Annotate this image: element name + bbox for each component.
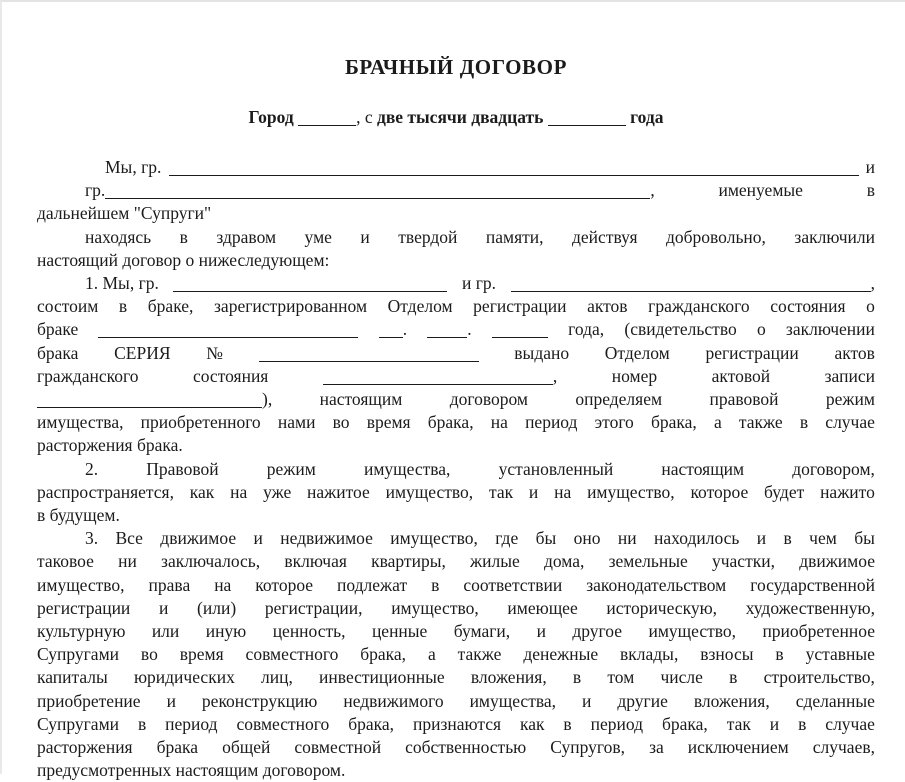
text-run: 3.	[85, 528, 99, 549]
text-run: числе	[660, 667, 703, 688]
text-run: так	[726, 713, 751, 734]
blank-underline	[105, 196, 650, 199]
fill-in-blank	[37, 388, 272, 411]
text-run: ,	[870, 273, 875, 294]
text-run: законодательством	[586, 574, 727, 595]
text-run: нажито	[820, 481, 875, 502]
text-run: вклады,	[620, 644, 679, 665]
text-run: на	[214, 574, 232, 595]
text-run: в	[431, 574, 440, 595]
text-run: ценные	[371, 621, 428, 642]
text-run: .	[467, 319, 472, 340]
text-run: записи	[824, 365, 875, 386]
text-run: Супругами	[37, 713, 120, 734]
text-run: заключении	[785, 319, 875, 340]
text-run: юридических	[133, 667, 235, 688]
blank-underline	[169, 173, 859, 176]
text-run: расторжения брака.	[37, 435, 183, 456]
text-run: Отделом	[387, 296, 453, 317]
text-run: актов	[587, 296, 628, 317]
text-run: имущества,	[37, 412, 124, 433]
text-run: или	[151, 621, 180, 642]
doc-line	[37, 226, 875, 249]
text-run: и	[536, 621, 546, 642]
blank-underline	[173, 289, 447, 292]
text-run: случаев,	[812, 737, 875, 758]
text-run: зарегистрированном	[214, 296, 368, 317]
text-run: совместного	[245, 644, 339, 665]
text-run: Правовой	[146, 458, 219, 479]
text-run: нажитое	[307, 481, 370, 502]
text-run: имущество,	[390, 528, 478, 549]
text-run: СЕРИЯ	[114, 342, 171, 363]
blank-underline	[37, 405, 262, 408]
text-run: другое	[572, 621, 623, 642]
doc-line	[37, 690, 875, 713]
text-run: недвижимое	[280, 528, 373, 549]
text-run: и	[253, 528, 263, 549]
text-run: расторжения	[37, 737, 133, 758]
blank-underline	[427, 335, 467, 338]
text-run: установленный	[498, 458, 614, 479]
doc-line	[37, 411, 875, 434]
text-run: в будущем.	[37, 505, 120, 526]
text-run: Отделом	[604, 342, 670, 363]
text-run: в	[137, 713, 147, 734]
doc-line	[37, 759, 875, 782]
text-run: случае	[825, 412, 875, 433]
text-run: период	[165, 713, 218, 734]
text-run: исключением	[687, 737, 789, 758]
text-run: инвестиционные	[319, 667, 445, 688]
text-run: в	[799, 412, 809, 433]
text-run: подлежат	[337, 574, 408, 595]
fill-in-blank	[98, 318, 358, 341]
doc-line	[37, 550, 875, 573]
doc-line	[37, 365, 875, 388]
text-run: вложения,	[693, 690, 770, 711]
fill-in-blank	[427, 318, 471, 341]
doc-line	[37, 481, 875, 504]
text-run: Супругов,	[550, 737, 626, 758]
text-run: жилые	[470, 551, 520, 572]
text-run: №	[206, 342, 223, 363]
text-run: как	[519, 713, 545, 734]
text-run: дальнейшем "Супруги"	[37, 203, 212, 224]
text-run: режим	[266, 458, 316, 479]
text-run: бумаги,	[453, 621, 511, 642]
text-run: соответствии	[463, 574, 563, 595]
doc-line	[37, 156, 875, 179]
text-run: совместной	[294, 737, 382, 758]
fill-in-blank	[511, 272, 875, 295]
text-run: период	[590, 713, 644, 734]
text-run: определяем	[575, 389, 663, 410]
text-run: в	[729, 667, 738, 688]
blank-underline	[259, 359, 479, 362]
text-run: в	[775, 644, 784, 665]
text-run: 1. Мы, гр.	[85, 273, 159, 294]
text-run: брака,	[348, 713, 395, 734]
text-run: приобретение	[37, 690, 141, 711]
text-run: также	[738, 412, 783, 433]
doc-line	[37, 318, 875, 341]
fill-in-blank	[548, 106, 626, 129]
text-run: ни	[617, 528, 637, 549]
text-run: ),	[262, 389, 273, 410]
text-run: договором,	[792, 458, 875, 479]
text-run: уме	[304, 226, 332, 247]
text-run: в	[798, 713, 807, 734]
text-run: взносы	[700, 644, 754, 665]
text-run: выдано	[514, 342, 570, 363]
text-run: действуя	[572, 226, 638, 247]
text-run: состоим	[37, 296, 99, 317]
text-run: художественную,	[745, 597, 875, 618]
text-run: включая	[284, 551, 347, 572]
text-run: имущество,	[391, 597, 479, 618]
text-run: за	[649, 737, 664, 758]
text-run: имущество,	[37, 574, 125, 595]
text-run: твердой	[398, 226, 458, 247]
text-run: иную	[205, 621, 247, 642]
doc-line	[37, 736, 875, 759]
text-run: регистрации	[473, 296, 567, 317]
text-run: правовой	[709, 389, 779, 410]
text-run: недвижимого	[343, 690, 444, 711]
text-run: лиц,	[261, 667, 293, 688]
text-run: время	[366, 412, 411, 433]
doc-line	[37, 713, 875, 736]
document-body	[37, 156, 875, 782]
text-run: гражданского	[648, 296, 750, 317]
fill-in-blank	[323, 365, 557, 388]
text-run: также	[457, 644, 502, 665]
text-run: в	[866, 180, 875, 201]
text-run: во	[140, 644, 158, 665]
text-run: и	[360, 226, 370, 247]
text-run: имущества,	[363, 458, 451, 479]
text-run: Мы, гр.	[105, 157, 162, 177]
text-run: ,	[650, 180, 655, 201]
text-run: денежные	[523, 644, 599, 665]
text-run: брака,	[661, 713, 708, 734]
text-run: брака	[156, 737, 199, 758]
text-run: режим	[825, 389, 875, 410]
text-run: и	[166, 690, 176, 711]
text-run: состояния	[770, 296, 846, 317]
text-run: права	[148, 574, 191, 595]
blank-underline	[492, 335, 548, 338]
doc-line	[37, 597, 875, 620]
text-run: сделанные	[795, 690, 875, 711]
text-run: в	[572, 667, 582, 688]
text-run: (или)	[197, 597, 237, 618]
doc-line	[37, 295, 875, 318]
text-run: строительство,	[763, 667, 875, 688]
blank-underline	[548, 123, 626, 126]
text-run: собственностью	[405, 737, 527, 758]
text-run: , с	[356, 107, 377, 127]
text-run: участки,	[711, 551, 775, 572]
text-run: (свидетельство	[624, 319, 737, 340]
text-run: распространяется,	[37, 481, 174, 502]
text-run: состояния	[192, 365, 269, 386]
text-run: регистрации	[37, 597, 131, 618]
text-run: браке,	[147, 296, 194, 317]
blank-underline	[298, 123, 356, 126]
text-run: квартиры,	[371, 551, 446, 572]
text-run: ценность,	[272, 621, 346, 642]
text-run: случае	[825, 713, 875, 734]
text-run: 2.	[85, 458, 99, 479]
fill-in-blank	[85, 179, 655, 202]
text-run: номер	[611, 365, 658, 386]
text-run: и	[158, 597, 169, 618]
text-run: во	[332, 412, 350, 433]
doc-line	[37, 249, 875, 272]
doc-line	[37, 527, 875, 550]
text-run: где	[495, 528, 519, 549]
text-run: движимое	[799, 551, 875, 572]
text-run: и	[769, 713, 780, 734]
text-run: Супругами	[37, 644, 120, 665]
text-run: две тысячи двадцать	[376, 107, 548, 127]
text-run: Все	[115, 528, 143, 549]
text-run: года	[630, 107, 664, 127]
fill-in-blank	[298, 106, 356, 129]
text-run: актовой	[711, 365, 771, 386]
text-run: так	[488, 481, 514, 502]
text-run: нами	[277, 412, 316, 433]
text-run: таковое	[37, 551, 94, 572]
text-run: на	[490, 412, 508, 433]
text-run: время	[179, 644, 224, 665]
blank-underline	[98, 335, 358, 338]
text-run: и гр.	[462, 273, 497, 294]
text-run: здравом	[216, 226, 277, 247]
document-subtitle	[37, 106, 875, 129]
text-run: имущества,	[469, 690, 557, 711]
text-run: и	[756, 528, 767, 549]
doc-line	[37, 202, 875, 225]
text-run: браке	[37, 319, 79, 340]
text-run: уставные	[805, 644, 875, 665]
text-run: ,	[552, 365, 558, 386]
text-run: а	[427, 644, 436, 665]
fill-in-blank	[169, 156, 859, 179]
text-run: брака	[37, 342, 79, 363]
text-run: настоящим	[319, 389, 403, 410]
blank-underline	[323, 382, 553, 385]
doc-line	[37, 458, 875, 481]
text-run: брака,	[360, 644, 407, 665]
text-run: государственной	[750, 574, 875, 595]
text-run: регистрации	[705, 342, 799, 363]
text-run: и	[582, 690, 592, 711]
text-run: регистрации,	[264, 597, 363, 618]
text-run: другие	[617, 690, 668, 711]
text-run: настоящим	[661, 458, 745, 479]
text-run: общей	[222, 737, 271, 758]
text-run: .	[402, 319, 408, 340]
document-title: БРАЧНЫЙ ДОГОВОР	[344, 55, 568, 79]
text-run: в	[179, 226, 188, 247]
text-run: в	[118, 296, 128, 317]
text-run: оно	[573, 528, 601, 549]
text-run: том	[607, 667, 635, 688]
text-run: этого	[594, 412, 634, 433]
text-run: имущество,	[385, 481, 474, 502]
text-run: чем	[809, 528, 837, 549]
text-run: которое	[690, 481, 749, 502]
text-run: и	[865, 157, 875, 177]
text-run: историческую,	[606, 597, 718, 618]
doc-line	[37, 272, 875, 295]
text-run: брака,	[427, 412, 474, 433]
fill-in-blank	[259, 342, 479, 365]
text-run: приобретенного	[140, 412, 261, 433]
text-run: и	[528, 481, 539, 502]
text-run: находилось	[654, 528, 740, 549]
text-run: на	[230, 481, 248, 502]
text-run: именуемые	[718, 180, 803, 201]
text-run: находясь	[85, 226, 152, 247]
text-run: дома,	[543, 551, 585, 572]
text-run: о	[866, 296, 875, 317]
text-run: капиталы	[37, 667, 108, 688]
text-run: брака,	[650, 412, 697, 433]
doc-line	[37, 504, 875, 527]
text-run: земельные	[608, 551, 688, 572]
doc-line	[37, 620, 875, 643]
text-run: предусмотренных настоящим договором.	[37, 760, 346, 781]
doc-line	[37, 342, 875, 365]
doc-line	[37, 179, 875, 202]
text-run: признаются	[412, 713, 502, 734]
text-run: актов	[834, 342, 875, 363]
text-run: на	[554, 481, 572, 502]
doc-line	[37, 643, 875, 666]
text-run: памяти,	[485, 226, 544, 247]
text-run: уже	[263, 481, 292, 502]
text-run: договором	[449, 389, 528, 410]
text-run: ни	[118, 551, 137, 572]
text-run: гр.	[85, 180, 106, 201]
text-run: имеющее	[507, 597, 578, 618]
text-run: настоящий договор о нижеследующем:	[37, 249, 330, 270]
text-run: добровольно,	[665, 226, 766, 247]
text-run: имущество,	[587, 481, 675, 502]
text-run: бы	[854, 528, 875, 549]
doc-line	[37, 434, 875, 457]
text-run: культурную	[37, 621, 126, 642]
text-run: как	[189, 481, 215, 502]
text-run: которое	[255, 574, 314, 595]
blank-underline	[379, 335, 403, 338]
fill-in-blank	[492, 318, 548, 341]
text-run: гражданского	[37, 365, 139, 386]
text-run: о	[756, 319, 766, 340]
text-run: заключалось,	[161, 551, 261, 572]
doc-line	[37, 388, 875, 411]
text-run: в	[783, 528, 792, 549]
text-run: совместного	[236, 713, 330, 734]
text-run: приобретенное	[762, 621, 875, 642]
text-run: а	[713, 412, 722, 433]
text-run: года,	[568, 319, 605, 340]
text-run: вложения,	[470, 667, 547, 688]
text-run: реконструкцию	[201, 690, 318, 711]
text-run: Город	[248, 107, 299, 127]
blank-underline	[511, 289, 871, 292]
text-run: движимое	[160, 528, 237, 549]
text-run: в	[563, 713, 572, 734]
text-run: заключили	[794, 226, 875, 247]
doc-line	[37, 574, 875, 597]
text-run: бы	[535, 528, 557, 549]
doc-line	[37, 666, 875, 689]
text-run: будет	[764, 481, 805, 502]
fill-in-blank	[173, 272, 447, 295]
text-run: имущество,	[648, 621, 737, 642]
fill-in-blank	[379, 318, 407, 341]
text-run: период	[525, 412, 578, 433]
